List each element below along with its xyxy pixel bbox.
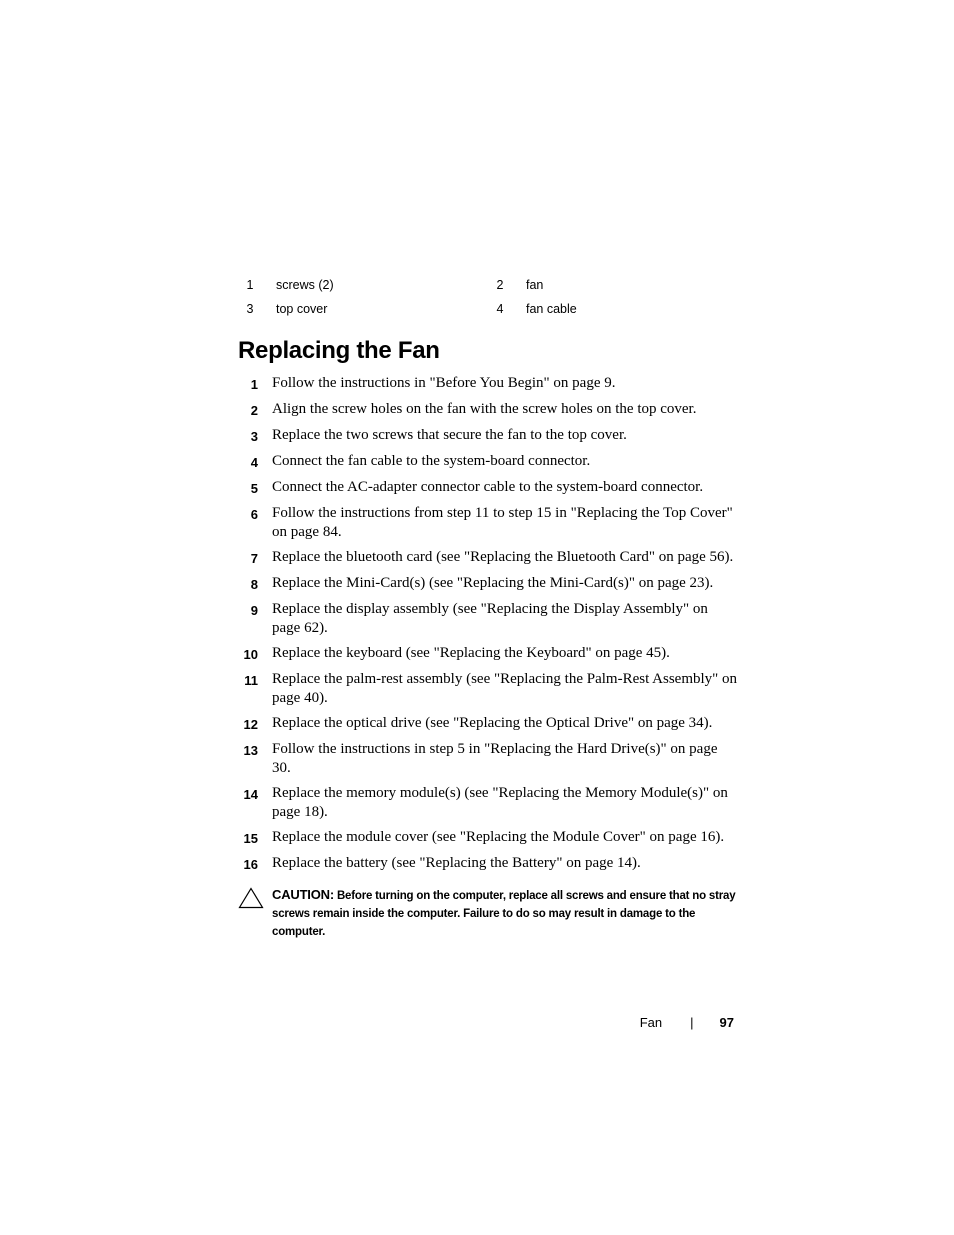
legend-number: 4 <box>496 302 504 316</box>
legend-label: screws (2) <box>276 278 334 292</box>
step-number: 9 <box>250 603 258 618</box>
page-footer <box>640 1015 734 1030</box>
step-text: Follow the instructions in step 5 in "Replacing the Hard Drive(s)" on page 30. <box>272 741 718 776</box>
step-number: 3 <box>250 429 258 444</box>
legend-number: 1 <box>246 278 254 292</box>
step-number: 1 <box>250 377 258 392</box>
step-item <box>238 400 738 420</box>
legend-number: 2 <box>496 278 504 292</box>
step-number: 11 <box>244 673 258 688</box>
caution-notice <box>238 886 738 941</box>
caution-body <box>272 886 738 941</box>
caution-triangle-icon <box>238 887 264 909</box>
step-item <box>238 426 738 446</box>
step-number: 12 <box>243 717 258 732</box>
legend-number: 3 <box>246 302 254 316</box>
step-item <box>238 374 738 394</box>
legend-row <box>240 278 660 302</box>
step-text: Replace the Mini-Card(s) (see "Replacing the Mini-Card(s)" on page 23). <box>272 575 714 591</box>
step-number: 2 <box>250 403 258 418</box>
step-text: Replace the battery (see "Replacing the Battery" on page 14). <box>272 855 641 871</box>
step-text: Connect the fan cable to the system-board connector. <box>272 453 591 469</box>
legend-label: top cover <box>276 302 328 316</box>
page-number: 97 <box>719 1015 734 1030</box>
step-text: Replace the two screws that secure the fan to the top cover. <box>272 427 627 443</box>
step-item <box>238 740 738 778</box>
section-title: Replacing the Fan <box>238 337 440 364</box>
step-item <box>238 854 738 874</box>
step-number: 14 <box>243 787 258 802</box>
step-number: 15 <box>243 831 258 846</box>
step-text: Align the screw holes on the fan with the screw holes on the top cover. <box>272 401 697 417</box>
step-number: 10 <box>243 647 258 662</box>
step-text: Replace the palm-rest assembly (see "Replacing the Palm-Rest Assembly" on page 40). <box>272 671 738 706</box>
step-item <box>238 548 738 568</box>
caution-text: Before turning on the computer, replace all screws and ensure that no stray screws remain inside the computer. Failure to do so may result in damage to the computer. <box>272 890 736 938</box>
step-text: Replace the display assembly (see "Replacing the Display Assembly" on page 62). <box>272 601 708 636</box>
step-text: Replace the keyboard (see "Replacing the Keyboard" on page 45). <box>272 645 670 661</box>
step-text: Replace the optical drive (see "Replacing the Optical Drive" on page 34). <box>272 715 713 731</box>
footer-section-name: Fan <box>639 1015 663 1030</box>
legend-label: fan <box>526 278 544 292</box>
procedure-steps <box>238 374 738 880</box>
step-number: 16 <box>243 857 258 872</box>
step-text: Follow the instructions from step 11 to step 15 in "Replacing the Top Cover" on page 84. <box>272 505 733 540</box>
step-item <box>238 452 738 472</box>
step-number: 4 <box>250 455 258 470</box>
step-item <box>238 714 738 734</box>
step-text: Follow the instructions in "Before You Begin" on page 9. <box>272 375 616 391</box>
step-text: Replace the memory module(s) (see "Replacing the Memory Module(s)" on page 18). <box>272 785 728 820</box>
step-item <box>238 600 738 638</box>
step-text: Replace the module cover (see "Replacing the Module Cover" on page 16). <box>272 829 725 845</box>
step-item <box>238 574 738 594</box>
step-number: 13 <box>243 743 258 758</box>
step-item <box>238 504 738 542</box>
step-number: 7 <box>250 551 258 566</box>
step-number: 6 <box>250 507 258 522</box>
step-number: 5 <box>250 481 258 496</box>
callout-legend <box>240 278 660 326</box>
step-text: Connect the AC-adapter connector cable to the system-board connector. <box>272 479 704 495</box>
legend-row <box>240 302 660 326</box>
caution-label: CAUTION: <box>272 887 334 902</box>
legend-label: fan cable <box>526 302 577 316</box>
step-item <box>238 828 738 848</box>
step-number: 8 <box>250 577 258 592</box>
step-item <box>238 478 738 498</box>
footer-separator: | <box>690 1015 694 1030</box>
step-item <box>238 784 738 822</box>
step-item <box>238 644 738 664</box>
step-item <box>238 670 738 708</box>
step-text: Replace the bluetooth card (see "Replacing the Bluetooth Card" on page 56). <box>272 549 734 565</box>
